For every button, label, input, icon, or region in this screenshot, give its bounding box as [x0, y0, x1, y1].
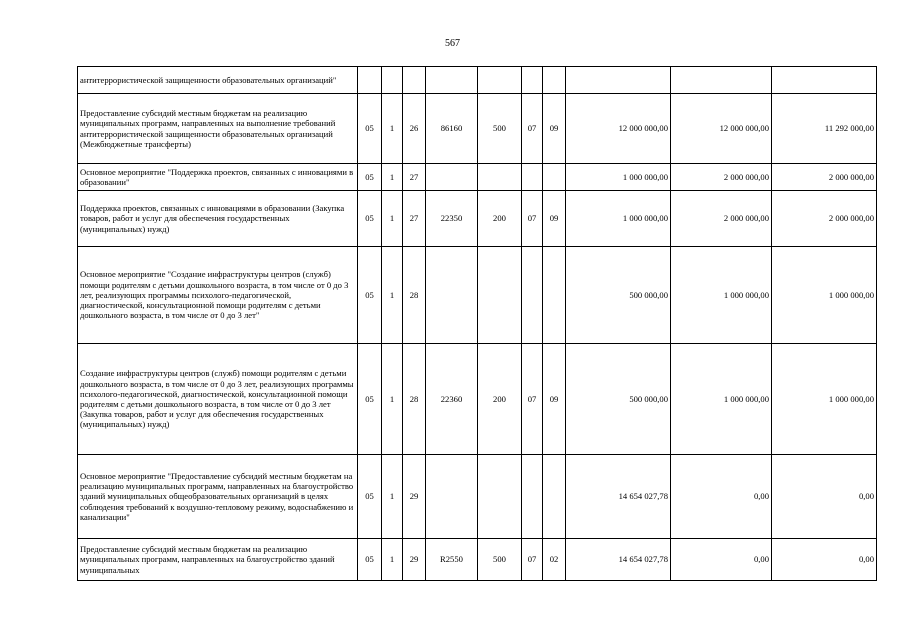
code-cell: R2550 — [426, 539, 478, 581]
code-cell: 27 — [403, 191, 426, 247]
code-cell — [478, 67, 522, 94]
code-cell: 02 — [543, 539, 566, 581]
amount-cell: 1 000 000,00 — [671, 344, 772, 455]
code-cell: 86160 — [426, 94, 478, 164]
row-description: Поддержка проектов, связанных с инновациями в образовании (Закупка товаров, работ и услуг для обеспечения государственных (муниципальных) нужд) — [78, 191, 358, 247]
amount-cell: 1 000 000,00 — [566, 191, 671, 247]
code-cell: 05 — [358, 539, 382, 581]
code-cell: 1 — [382, 344, 403, 455]
table-row — [78, 94, 877, 164]
code-cell: 07 — [522, 94, 543, 164]
amount-cell — [671, 67, 772, 94]
amount-cell: 2 000 000,00 — [671, 164, 772, 191]
code-cell: 27 — [403, 164, 426, 191]
code-cell — [522, 67, 543, 94]
amount-cell: 0,00 — [671, 539, 772, 581]
code-cell — [543, 67, 566, 94]
code-cell: 05 — [358, 247, 382, 344]
row-description: Основное мероприятие "Предоставление субсидий местным бюджетам на реализацию муниципальных программ, направленных на благоустройство зданий муниципальных общеобразовательных организаций в целях соблюдения требований к воздушно-тепловому режиму, водоснабжению и канализации" — [78, 455, 358, 539]
code-cell: 200 — [478, 344, 522, 455]
code-cell: 28 — [403, 247, 426, 344]
code-cell — [522, 164, 543, 191]
code-cell: 500 — [478, 94, 522, 164]
code-cell: 09 — [543, 191, 566, 247]
code-cell: 09 — [543, 94, 566, 164]
table-row — [78, 247, 877, 344]
amount-cell: 1 000 000,00 — [671, 247, 772, 344]
code-cell: 22350 — [426, 191, 478, 247]
code-cell: 26 — [403, 94, 426, 164]
amount-cell — [772, 67, 877, 94]
page-number: 567 — [445, 38, 460, 49]
amount-cell: 1 000 000,00 — [566, 164, 671, 191]
code-cell: 500 — [478, 539, 522, 581]
amount-cell: 12 000 000,00 — [566, 94, 671, 164]
code-cell — [358, 67, 382, 94]
code-cell: 1 — [382, 164, 403, 191]
amount-cell: 500 000,00 — [566, 344, 671, 455]
row-description: Основное мероприятие "Создание инфраструктуры центров (служб) помощи родителям с детьми дошкольного возраста, в том числе от 0 до 3 лет, реализующих программы психолого-педагогической, диагностической, консультационной помощи родителям с детьми дошкольного возраста, в том числе от 0 до 3 лет" — [78, 247, 358, 344]
code-cell — [543, 164, 566, 191]
code-cell: 22360 — [426, 344, 478, 455]
amount-cell: 2 000 000,00 — [671, 191, 772, 247]
amount-cell — [566, 67, 671, 94]
amount-cell: 14 654 027,78 — [566, 539, 671, 581]
amount-cell: 2 000 000,00 — [772, 164, 877, 191]
amount-cell: 1 000 000,00 — [772, 247, 877, 344]
code-cell: 29 — [403, 539, 426, 581]
amount-cell: 0,00 — [772, 455, 877, 539]
code-cell — [522, 455, 543, 539]
code-cell: 05 — [358, 191, 382, 247]
amount-cell: 0,00 — [671, 455, 772, 539]
row-description: антитеррористической защищенности образовательных организаций" — [78, 67, 358, 94]
code-cell — [426, 455, 478, 539]
code-cell: 28 — [403, 344, 426, 455]
table-row — [78, 67, 877, 94]
amount-cell: 500 000,00 — [566, 247, 671, 344]
amount-cell: 2 000 000,00 — [772, 191, 877, 247]
table-row — [78, 191, 877, 247]
code-cell: 200 — [478, 191, 522, 247]
code-cell — [426, 67, 478, 94]
code-cell: 1 — [382, 191, 403, 247]
code-cell: 1 — [382, 455, 403, 539]
code-cell: 05 — [358, 164, 382, 191]
code-cell — [426, 164, 478, 191]
amount-cell: 0,00 — [772, 539, 877, 581]
code-cell: 07 — [522, 191, 543, 247]
code-cell — [543, 247, 566, 344]
budget-table — [77, 66, 877, 581]
row-description: Предоставление субсидий местным бюджетам на реализацию муниципальных программ, направленных на выполнение требований антитеррористической защищенности образовательных организаций (Межбюджетные трансферты) — [78, 94, 358, 164]
code-cell: 1 — [382, 247, 403, 344]
code-cell: 1 — [382, 94, 403, 164]
code-cell: 05 — [358, 94, 382, 164]
amount-cell: 12 000 000,00 — [671, 94, 772, 164]
table-row — [78, 455, 877, 539]
code-cell: 29 — [403, 455, 426, 539]
row-description: Создание инфраструктуры центров (служб) помощи родителям с детьми дошкольного возраста, в том числе от 0 до 3 лет, реализующих программы психолого-педагогической, диагностической, консультационной помощи родителям с детьми дошкольного возраста, в том числе от 0 до 3 лет (Закупка товаров, работ и услуг для обеспечения государственных (муниципальных) нужд) — [78, 344, 358, 455]
code-cell: 05 — [358, 344, 382, 455]
code-cell: 07 — [522, 344, 543, 455]
code-cell — [478, 455, 522, 539]
code-cell — [382, 67, 403, 94]
code-cell — [522, 247, 543, 344]
code-cell — [426, 247, 478, 344]
code-cell — [478, 247, 522, 344]
code-cell: 05 — [358, 455, 382, 539]
row-description: Предоставление субсидий местным бюджетам на реализацию муниципальных программ, направленных на благоустройство зданий муниципальных — [78, 539, 358, 581]
code-cell — [543, 455, 566, 539]
amount-cell: 14 654 027,78 — [566, 455, 671, 539]
amount-cell: 11 292 000,00 — [772, 94, 877, 164]
code-cell — [478, 164, 522, 191]
row-description: Основное мероприятие "Поддержка проектов, связанных с инновациями в образовании" — [78, 164, 358, 191]
table-row — [78, 164, 877, 191]
table-row — [78, 344, 877, 455]
code-cell: 07 — [522, 539, 543, 581]
amount-cell: 1 000 000,00 — [772, 344, 877, 455]
table-row — [78, 539, 877, 581]
code-cell: 1 — [382, 539, 403, 581]
code-cell — [403, 67, 426, 94]
code-cell: 09 — [543, 344, 566, 455]
